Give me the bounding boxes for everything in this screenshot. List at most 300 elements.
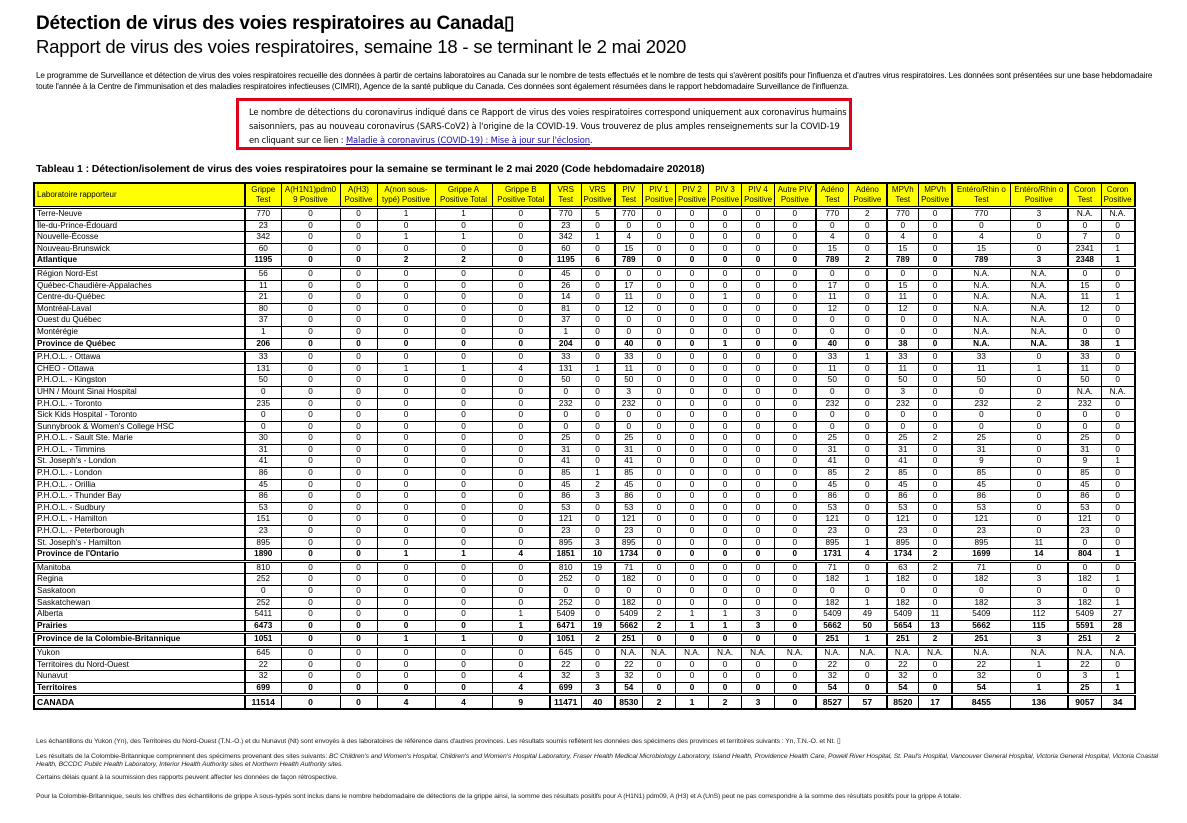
value-cell: 5662	[816, 620, 849, 633]
value-cell: 0	[1068, 586, 1101, 598]
value-cell: 0	[849, 514, 887, 526]
value-cell: 0	[435, 502, 492, 514]
value-cell: 0	[615, 267, 643, 280]
value-cell: N.A.	[952, 303, 1010, 315]
value-cell: 0	[775, 561, 816, 574]
value-cell: 8530	[615, 695, 643, 710]
value-cell: 0	[919, 255, 953, 268]
value-cell: 232	[550, 398, 581, 410]
value-cell: 1	[581, 468, 615, 480]
value-cell: 0	[581, 303, 615, 315]
value-cell: 182	[615, 597, 643, 609]
value-cell: 0	[435, 315, 492, 327]
value-cell: 6	[581, 255, 615, 268]
value-cell: 0	[435, 526, 492, 538]
value-cell: 0	[742, 526, 775, 538]
value-cell: 2	[435, 255, 492, 268]
value-cell: 71	[816, 561, 849, 574]
value-cell: 0	[435, 609, 492, 621]
value-cell: 1	[1101, 682, 1135, 695]
value-cell: 0	[1101, 526, 1135, 538]
table-row	[34, 456, 1135, 468]
value-cell: 14	[1010, 549, 1068, 562]
value-cell: 0	[709, 444, 742, 456]
value-cell: 0	[742, 597, 775, 609]
value-cell: 0	[377, 303, 435, 315]
value-cell: 0	[849, 456, 887, 468]
value-cell: 810	[245, 561, 281, 574]
value-cell: 23	[245, 526, 281, 538]
value-cell: 232	[887, 398, 919, 410]
value-cell: 32	[550, 671, 581, 683]
table-row	[34, 502, 1135, 514]
value-cell: 0	[435, 375, 492, 387]
value-cell: 0	[377, 351, 435, 364]
value-cell: 0	[816, 586, 849, 598]
value-cell: 0	[281, 386, 340, 398]
value-cell: 0	[775, 280, 816, 292]
lab-name-cell: UHN / Mount Sinai Hospital	[34, 386, 245, 398]
value-cell: 0	[676, 280, 709, 292]
value-cell: 3	[1010, 208, 1068, 221]
value-cell: 0	[643, 433, 676, 445]
value-cell: 0	[1010, 456, 1068, 468]
footnote-delays: Certains délais quant à la soumission des rapports peuvent affecter les données de façon rétrospective.	[36, 774, 338, 781]
footnote-territories: Les échantillons du Yukon (Yn), des Territoires du Nord-Ouest (T.N.-O.) et du Nunavut (Nt) sont envoyés à des laboratoires de référence dans d'autres provinces. Les résultats soumis reflètent les données des spécimens des provinces et territoires suivants : Yn, T.N.-O. et Nt. ▯	[36, 738, 841, 745]
value-cell: 0	[1010, 468, 1068, 480]
table-row	[34, 208, 1135, 221]
column-header: Coron Test	[1068, 183, 1101, 208]
value-cell: 0	[676, 633, 709, 647]
value-cell: 85	[816, 468, 849, 480]
lab-name-cell: Québec-Chaudière-Appalaches	[34, 280, 245, 292]
value-cell: 232	[816, 398, 849, 410]
lab-name-cell: CHEO - Ottawa	[34, 363, 245, 375]
value-cell: 0	[281, 526, 340, 538]
value-cell: 342	[245, 232, 281, 244]
value-cell: 0	[676, 468, 709, 480]
value-cell: 0	[709, 561, 742, 574]
value-cell: 182	[816, 597, 849, 609]
page-title: Détection de virus des voies respiratoires au Canada▯	[36, 13, 515, 34]
value-cell: 0	[676, 303, 709, 315]
value-cell: 0	[492, 398, 550, 410]
value-cell: 895	[887, 537, 919, 549]
value-cell: 34	[1101, 695, 1135, 710]
covid-update-link[interactable]: Maladie à coronavirus (COVID-19) : Mise à jour sur l'éclosion	[345, 135, 590, 146]
value-cell: 0	[581, 315, 615, 327]
value-cell: 0	[340, 633, 377, 647]
value-cell: 11	[887, 292, 919, 304]
value-cell: 0	[709, 574, 742, 586]
value-cell: 22	[887, 659, 919, 671]
notice-text: Le nombre de détections du coronavirus indiqué dans ce Rapport de virus des voies respiratoires correspond uniquement aux coronavirus humains saisonniers, pas au nouveau coronavirus (SARS-CoV2) à l'origine de la COVID-19. Vous trouverez de plus amples renseignements sur la COVID-19 en cliquant sur ce lien :	[249, 107, 847, 146]
value-cell: 0	[887, 267, 919, 280]
value-cell: 86	[1068, 491, 1101, 503]
value-cell: 0	[340, 243, 377, 255]
value-cell: 1	[849, 574, 887, 586]
value-cell: 0	[919, 410, 953, 422]
value-cell: 13	[919, 620, 953, 633]
value-cell: 0	[775, 479, 816, 491]
value-cell: N.A.	[1010, 338, 1068, 351]
value-cell: 0	[340, 255, 377, 268]
value-cell: 11514	[245, 695, 281, 710]
value-cell: 0	[1010, 444, 1068, 456]
value-cell: 15	[887, 243, 919, 255]
value-cell: 0	[281, 338, 340, 351]
value-cell: 0	[281, 671, 340, 683]
value-cell: 0	[492, 292, 550, 304]
value-cell: 23	[550, 220, 581, 232]
value-cell: 0	[742, 514, 775, 526]
value-cell: 0	[676, 232, 709, 244]
value-cell: 0	[581, 609, 615, 621]
value-cell: 0	[742, 502, 775, 514]
lab-name-cell: Terre-Neuve	[34, 208, 245, 221]
value-cell: 0	[643, 502, 676, 514]
value-cell: N.A.	[1010, 646, 1068, 659]
value-cell: 0	[435, 620, 492, 633]
value-cell: 0	[340, 574, 377, 586]
value-cell: 0	[643, 363, 676, 375]
value-cell: 0	[377, 479, 435, 491]
value-cell: 17	[615, 280, 643, 292]
value-cell: 0	[281, 537, 340, 549]
value-cell: 0	[615, 586, 643, 598]
value-cell: 0	[849, 398, 887, 410]
value-cell: 41	[615, 456, 643, 468]
table-row	[34, 561, 1135, 574]
value-cell: 182	[887, 574, 919, 586]
value-cell: 40	[816, 338, 849, 351]
value-cell: 0	[919, 574, 953, 586]
value-cell: 0	[887, 421, 919, 433]
value-cell: 0	[581, 444, 615, 456]
value-cell: 26	[550, 280, 581, 292]
column-header: MPVh Positive	[919, 183, 953, 208]
value-cell: 0	[615, 421, 643, 433]
lab-name-cell: Province de la Colombie-Britannique	[34, 633, 245, 647]
value-cell: 11	[245, 280, 281, 292]
value-cell: 1	[581, 232, 615, 244]
value-cell: 0	[340, 695, 377, 710]
value-cell: 789	[816, 255, 849, 268]
value-cell: 5409	[615, 609, 643, 621]
value-cell: 0	[919, 267, 953, 280]
value-cell: 0	[281, 620, 340, 633]
value-cell: 131	[245, 363, 281, 375]
value-cell: 45	[887, 479, 919, 491]
value-cell: 0	[775, 220, 816, 232]
value-cell: 0	[742, 491, 775, 503]
value-cell: 31	[887, 444, 919, 456]
value-cell: 31	[816, 444, 849, 456]
value-cell: 23	[952, 526, 1010, 538]
value-cell: 86	[816, 491, 849, 503]
value-cell: 0	[643, 682, 676, 695]
value-cell: 0	[849, 682, 887, 695]
value-cell: 0	[643, 537, 676, 549]
value-cell: 0	[281, 468, 340, 480]
value-cell: 0	[919, 444, 953, 456]
value-cell: 0	[281, 695, 340, 710]
value-cell: 0	[849, 659, 887, 671]
value-cell: 0	[377, 502, 435, 514]
value-cell: 0	[742, 574, 775, 586]
value-cell: 0	[742, 659, 775, 671]
value-cell: 53	[887, 502, 919, 514]
value-cell: 0	[709, 491, 742, 503]
value-cell: 23	[816, 526, 849, 538]
value-cell: 0	[676, 456, 709, 468]
value-cell: 0	[245, 386, 281, 398]
value-cell: 0	[742, 315, 775, 327]
value-cell: 0	[281, 646, 340, 659]
value-cell: 0	[281, 633, 340, 647]
value-cell: 0	[1101, 659, 1135, 671]
value-cell: 54	[887, 682, 919, 695]
value-cell: 2	[849, 255, 887, 268]
value-cell: 0	[492, 491, 550, 503]
value-cell: 4	[492, 682, 550, 695]
value-cell: 0	[709, 633, 742, 647]
value-cell: 770	[245, 208, 281, 221]
value-cell: 0	[1101, 232, 1135, 244]
value-cell: 0	[1101, 421, 1135, 433]
value-cell: 0	[1101, 502, 1135, 514]
column-header: PIV 2 Positive	[676, 183, 709, 208]
value-cell: 0	[340, 549, 377, 562]
value-cell: N.A.	[1068, 646, 1101, 659]
value-cell: 0	[775, 491, 816, 503]
value-cell: 0	[742, 303, 775, 315]
value-cell: 40	[581, 695, 615, 710]
value-cell: 0	[1010, 351, 1068, 364]
value-cell: N.A.	[887, 646, 919, 659]
value-cell: 0	[1068, 561, 1101, 574]
value-cell: 5662	[615, 620, 643, 633]
value-cell: 5662	[952, 620, 1010, 633]
value-cell: 0	[919, 421, 953, 433]
value-cell: 0	[492, 315, 550, 327]
value-cell: 0	[919, 280, 953, 292]
value-cell: 0	[919, 232, 953, 244]
value-cell: 0	[581, 659, 615, 671]
column-header: Grippe B Positive Total	[492, 183, 550, 208]
value-cell: 136	[1010, 695, 1068, 710]
value-cell: 0	[709, 526, 742, 538]
value-cell: 0	[245, 586, 281, 598]
value-cell: 11	[919, 609, 953, 621]
value-cell: 0	[615, 410, 643, 422]
value-cell: 0	[676, 315, 709, 327]
value-cell: 1051	[550, 633, 581, 647]
value-cell: 1	[435, 232, 492, 244]
lab-name-cell: Territoires	[34, 682, 245, 695]
value-cell: 0	[340, 303, 377, 315]
value-cell: 252	[550, 574, 581, 586]
value-cell: 0	[709, 682, 742, 695]
value-cell: 0	[492, 375, 550, 387]
value-cell: 27	[1101, 609, 1135, 621]
value-cell: 0	[1101, 537, 1135, 549]
value-cell: 0	[1101, 326, 1135, 338]
value-cell: 0	[492, 255, 550, 268]
table-row	[34, 243, 1135, 255]
value-cell: 3	[1010, 255, 1068, 268]
value-cell: 4	[816, 232, 849, 244]
value-cell: 0	[709, 586, 742, 598]
value-cell: 0	[742, 682, 775, 695]
table-row	[34, 491, 1135, 503]
column-header: Autre PIV Positive	[775, 183, 816, 208]
column-header: A(H1N1)pdm0 9 Positive	[281, 183, 340, 208]
value-cell: 1	[1101, 456, 1135, 468]
value-cell: 0	[435, 280, 492, 292]
value-cell: 0	[643, 326, 676, 338]
value-cell: N.A.	[1101, 208, 1135, 221]
value-cell: 121	[1068, 514, 1101, 526]
value-cell: 3	[581, 671, 615, 683]
value-cell: N.A.	[849, 646, 887, 659]
value-cell: 3	[581, 537, 615, 549]
value-cell: 0	[775, 514, 816, 526]
value-cell: 4	[492, 671, 550, 683]
value-cell: 50	[1068, 375, 1101, 387]
table-row-subtotal	[34, 549, 1135, 562]
value-cell: 0	[775, 433, 816, 445]
value-cell: 0	[919, 220, 953, 232]
value-cell: 33	[887, 351, 919, 364]
value-cell: 0	[742, 633, 775, 647]
column-header: PIV Test	[615, 183, 643, 208]
value-cell: 0	[340, 597, 377, 609]
value-cell: 0	[435, 267, 492, 280]
value-cell: 0	[1101, 303, 1135, 315]
table-row-subtotal	[34, 633, 1135, 647]
value-cell: 5409	[887, 609, 919, 621]
value-cell: 45	[952, 479, 1010, 491]
value-cell: 0	[709, 433, 742, 445]
value-cell: 0	[709, 456, 742, 468]
table-row-subtotal	[34, 255, 1135, 268]
value-cell: 645	[245, 646, 281, 659]
value-cell: 0	[849, 561, 887, 574]
lab-name-cell: P.H.O.L. - London	[34, 468, 245, 480]
value-cell: 0	[281, 315, 340, 327]
value-cell: 0	[340, 232, 377, 244]
value-cell: 0	[435, 514, 492, 526]
value-cell: 0	[775, 620, 816, 633]
value-cell: 19	[581, 620, 615, 633]
value-cell: 85	[887, 468, 919, 480]
footnotes	[36, 738, 1176, 808]
value-cell: 6471	[550, 620, 581, 633]
value-cell: 0	[281, 491, 340, 503]
value-cell: 895	[952, 537, 1010, 549]
value-cell: 0	[1101, 586, 1135, 598]
value-cell: 4	[377, 695, 435, 710]
value-cell: 121	[550, 514, 581, 526]
lab-name-cell: Montérégie	[34, 326, 245, 338]
value-cell: 11	[1010, 537, 1068, 549]
value-cell: 0	[775, 255, 816, 268]
value-cell: 23	[887, 526, 919, 538]
value-cell: 0	[676, 549, 709, 562]
value-cell: 0	[340, 491, 377, 503]
value-cell: 28	[1101, 620, 1135, 633]
value-cell: 895	[816, 537, 849, 549]
value-cell: 0	[581, 243, 615, 255]
value-cell: 1	[709, 620, 742, 633]
value-cell: 182	[1068, 597, 1101, 609]
value-cell: 23	[1068, 526, 1101, 538]
value-cell: 0	[281, 586, 340, 598]
value-cell: 0	[919, 303, 953, 315]
value-cell: 0	[581, 398, 615, 410]
value-cell: 699	[245, 682, 281, 695]
value-cell: 0	[281, 659, 340, 671]
value-cell: 0	[492, 659, 550, 671]
table-row-subtotal	[34, 620, 1135, 633]
value-cell: 0	[643, 315, 676, 327]
table-row	[34, 479, 1135, 491]
value-cell: 0	[775, 292, 816, 304]
value-cell: 0	[742, 456, 775, 468]
value-cell: 0	[775, 574, 816, 586]
value-cell: 45	[550, 267, 581, 280]
value-cell: 86	[952, 491, 1010, 503]
value-cell: 32	[952, 671, 1010, 683]
column-header: Adéno Positive	[849, 183, 887, 208]
value-cell: 40	[615, 338, 643, 351]
value-cell: 0	[550, 386, 581, 398]
value-cell: 11	[1068, 292, 1101, 304]
value-cell: 0	[742, 351, 775, 364]
value-cell: 0	[1068, 315, 1101, 327]
value-cell: 2	[709, 695, 742, 710]
column-header: VRS Positive	[581, 183, 615, 208]
value-cell: 8520	[887, 695, 919, 710]
value-cell: 0	[742, 468, 775, 480]
value-cell: 0	[676, 267, 709, 280]
value-cell: 15	[887, 280, 919, 292]
value-cell: 804	[1068, 549, 1101, 562]
value-cell: 0	[281, 255, 340, 268]
value-cell: 4	[492, 549, 550, 562]
value-cell: 0	[775, 243, 816, 255]
value-cell: 0	[281, 444, 340, 456]
value-cell: 0	[775, 315, 816, 327]
value-cell: 0	[643, 232, 676, 244]
value-cell: 0	[742, 220, 775, 232]
value-cell: 0	[919, 315, 953, 327]
value-cell: 0	[281, 410, 340, 422]
value-cell: 33	[1068, 351, 1101, 364]
virus-detection-table	[33, 182, 1136, 710]
value-cell: 25	[615, 433, 643, 445]
value-cell: N.A.	[1101, 386, 1135, 398]
value-cell: 1	[849, 597, 887, 609]
value-cell: 252	[245, 574, 281, 586]
value-cell: 0	[775, 682, 816, 695]
value-cell: 0	[1101, 375, 1135, 387]
value-cell: 0	[849, 220, 887, 232]
value-cell: 0	[1101, 561, 1135, 574]
value-cell: 17	[919, 695, 953, 710]
value-cell: 0	[676, 421, 709, 433]
